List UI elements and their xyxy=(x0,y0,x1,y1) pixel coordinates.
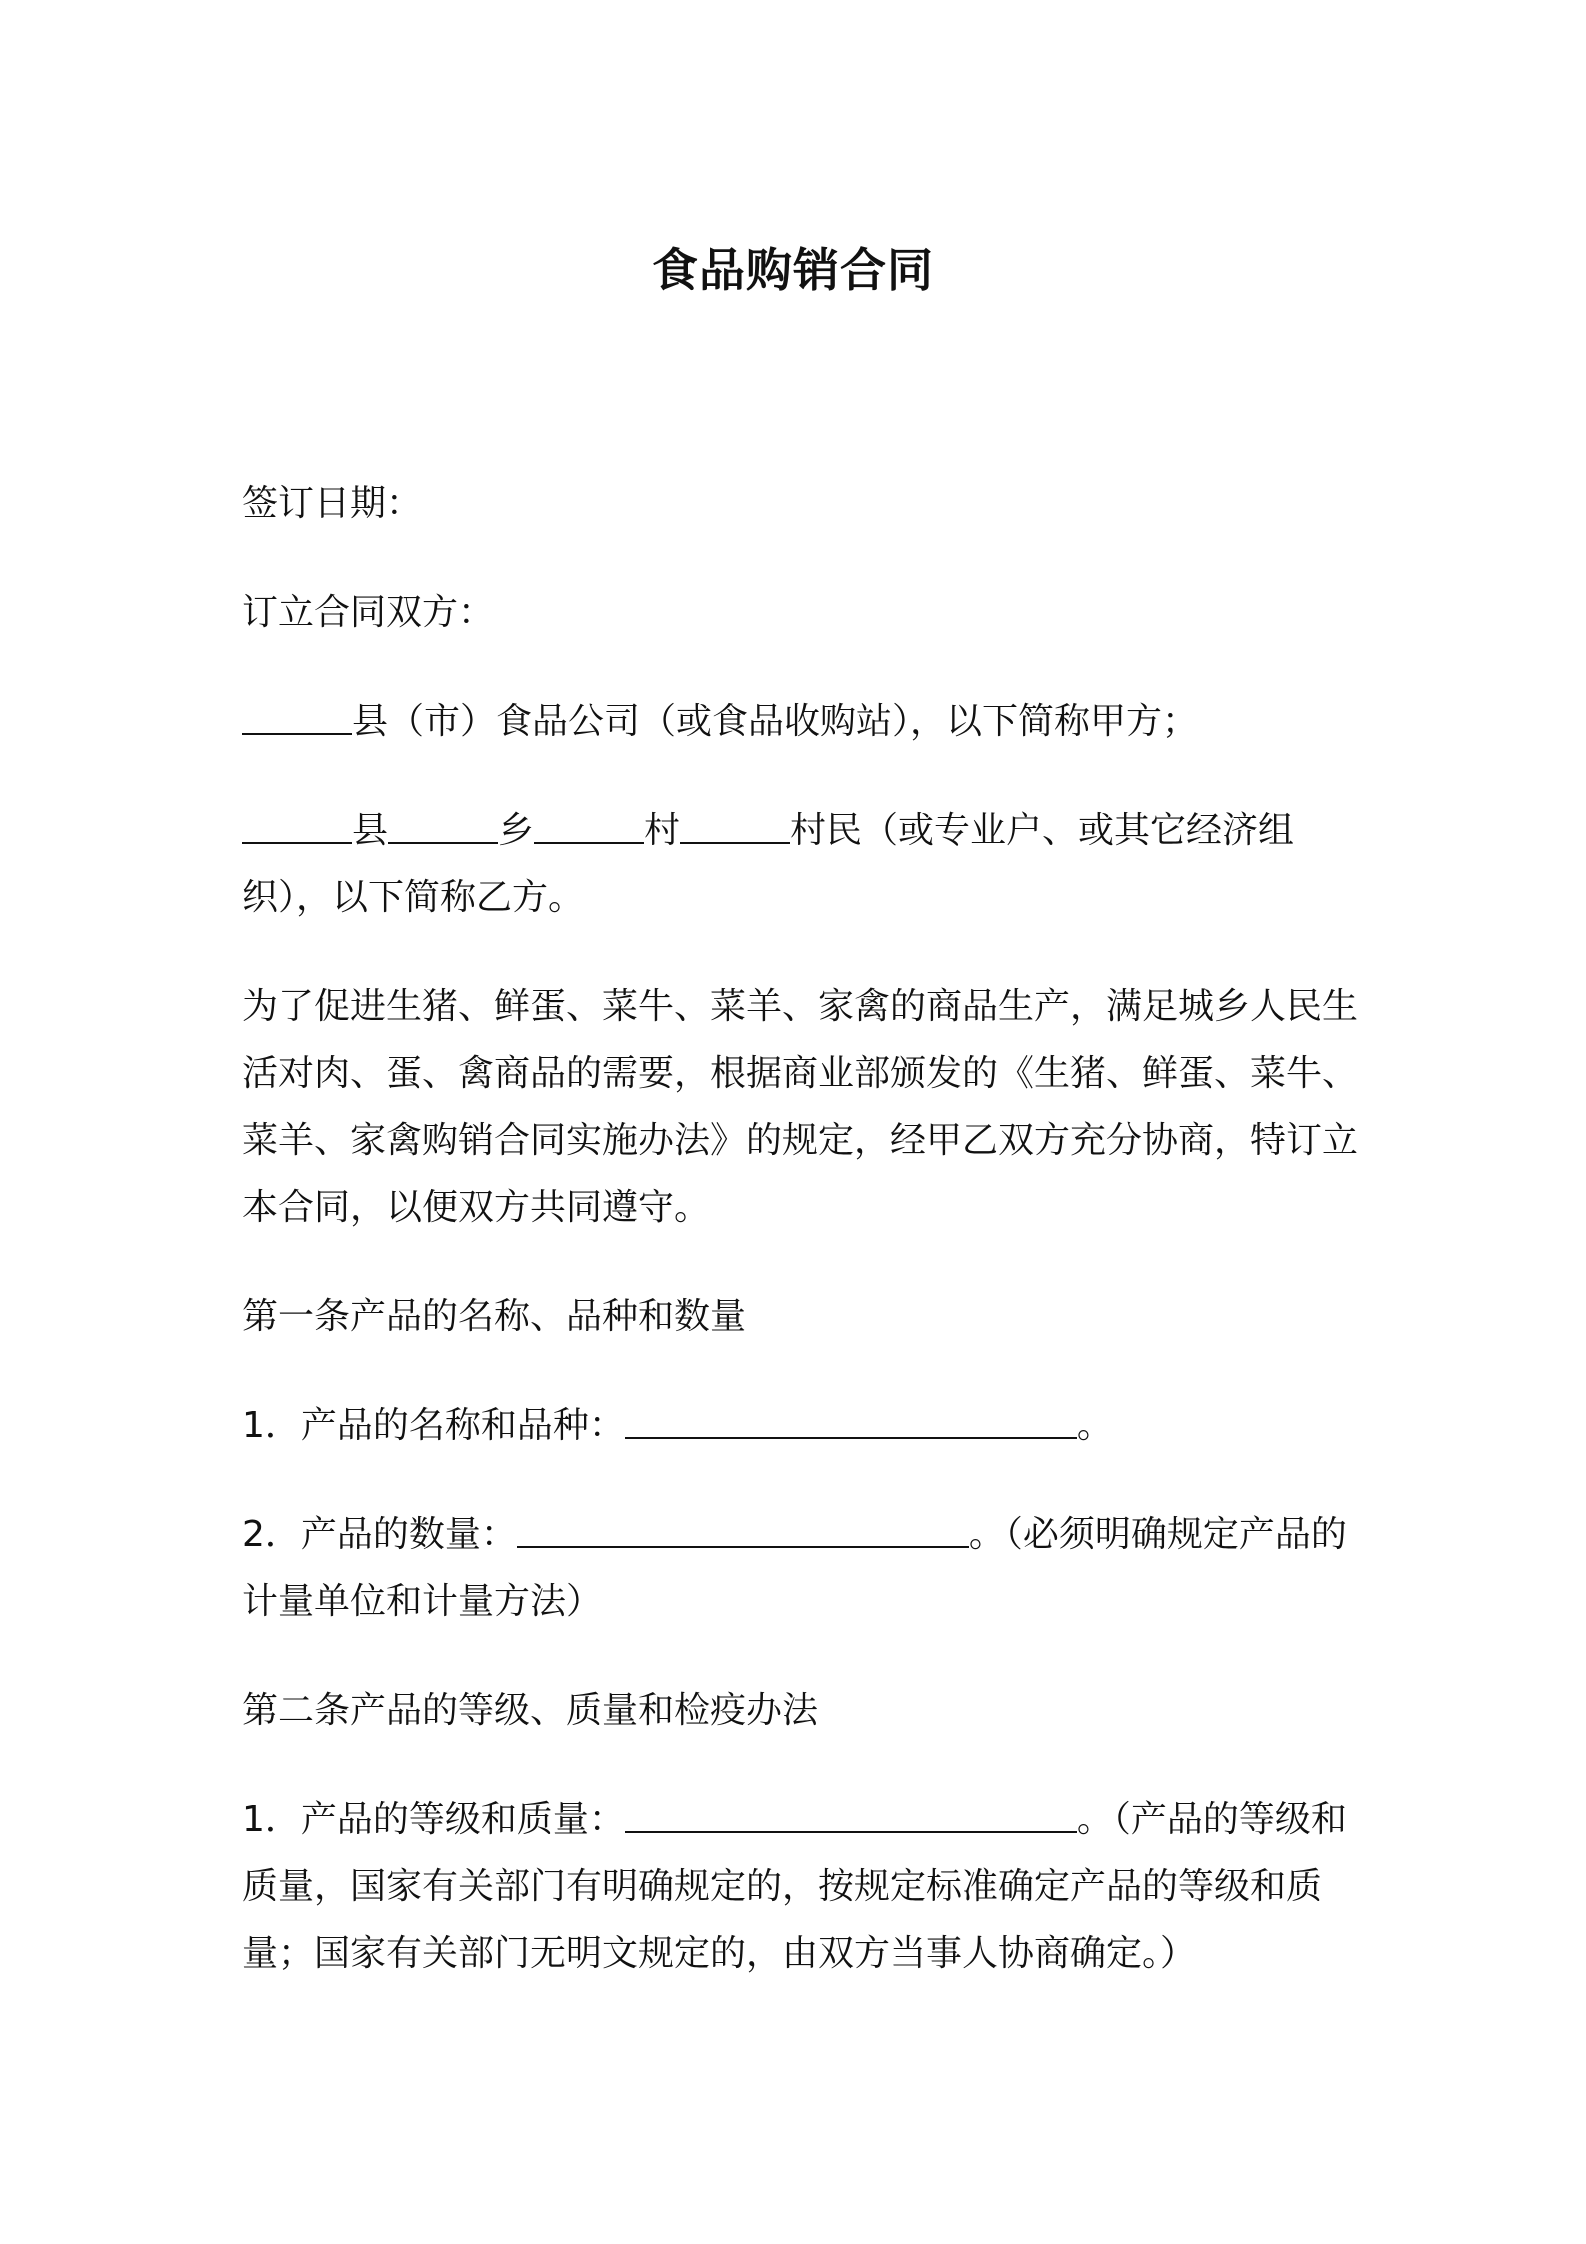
article1-item1-label: 1．产品的名称和品种： xyxy=(242,1405,625,1446)
article2-item1-end: 。（产品的等级和质量，国家有关部门有明确规定的，按规定标准确定产品的等级和质量；国家有关部门无明文规定的，由双方当事人协商确定。） xyxy=(242,1799,1347,1974)
article1-item1-blank[interactable] xyxy=(625,1399,1077,1439)
party-b-line xyxy=(242,797,1372,931)
article1-heading: 第一条产品的名称、品种和数量 xyxy=(242,1296,747,1337)
parties-label: 订立合同双方： xyxy=(242,592,495,633)
signing-date-label: 签订日期： xyxy=(242,483,423,524)
party-b-county-blank[interactable] xyxy=(242,804,352,844)
party-b-village-blank[interactable] xyxy=(534,804,644,844)
party-b-village-text: 村 xyxy=(644,810,681,851)
article2-item1-blank[interactable] xyxy=(625,1793,1077,1833)
party-b-villager-blank[interactable] xyxy=(680,804,790,844)
article1-item2-end: 。（必须明确规定产品的计量单位和计量方法） xyxy=(242,1514,1347,1622)
article2-item1-label: 1．产品的等级和质量： xyxy=(242,1799,625,1840)
party-b-township-blank[interactable] xyxy=(388,804,498,844)
party-a-text: 县（市）食品公司（或食品收购站），以下简称甲方； xyxy=(352,701,1199,742)
party-b-villager-text: 村民（或专业户、或其它经济组织），以下简称乙方。 xyxy=(242,810,1295,918)
article1-item2 xyxy=(242,1501,1372,1635)
article1-item1-end: 。 xyxy=(1076,1405,1113,1446)
article2-item1 xyxy=(242,1786,1372,1987)
article1-item2-label: 2．产品的数量： xyxy=(242,1514,517,1555)
signing-date-line xyxy=(242,470,1372,537)
article1-item2-blank[interactable] xyxy=(517,1508,969,1548)
preamble-paragraph: 为了促进生猪、鲜蛋、菜牛、菜羊、家禽的商品生产，满足城乡人民生活对肉、蛋、禽商品的需要，根据商业部颁发的《生猪、鲜蛋、菜牛、菜羊、家禽购销合同实施办法》的规定，经甲乙双方充分协商，特订立本合同，以便双方共同遵守。 xyxy=(242,986,1359,1228)
article2-heading: 第二条产品的等级、质量和检疫办法 xyxy=(242,1690,819,1731)
party-b-county-text: 县 xyxy=(352,810,389,851)
parties-line xyxy=(242,579,1372,646)
party-a-line xyxy=(242,688,1372,755)
document-body xyxy=(242,470,1372,2029)
article1-item1 xyxy=(242,1392,1372,1459)
document-title: 食品购销合同 xyxy=(652,243,934,297)
party-b-township-text: 乡 xyxy=(498,810,535,851)
party-a-county-blank[interactable] xyxy=(242,695,352,735)
